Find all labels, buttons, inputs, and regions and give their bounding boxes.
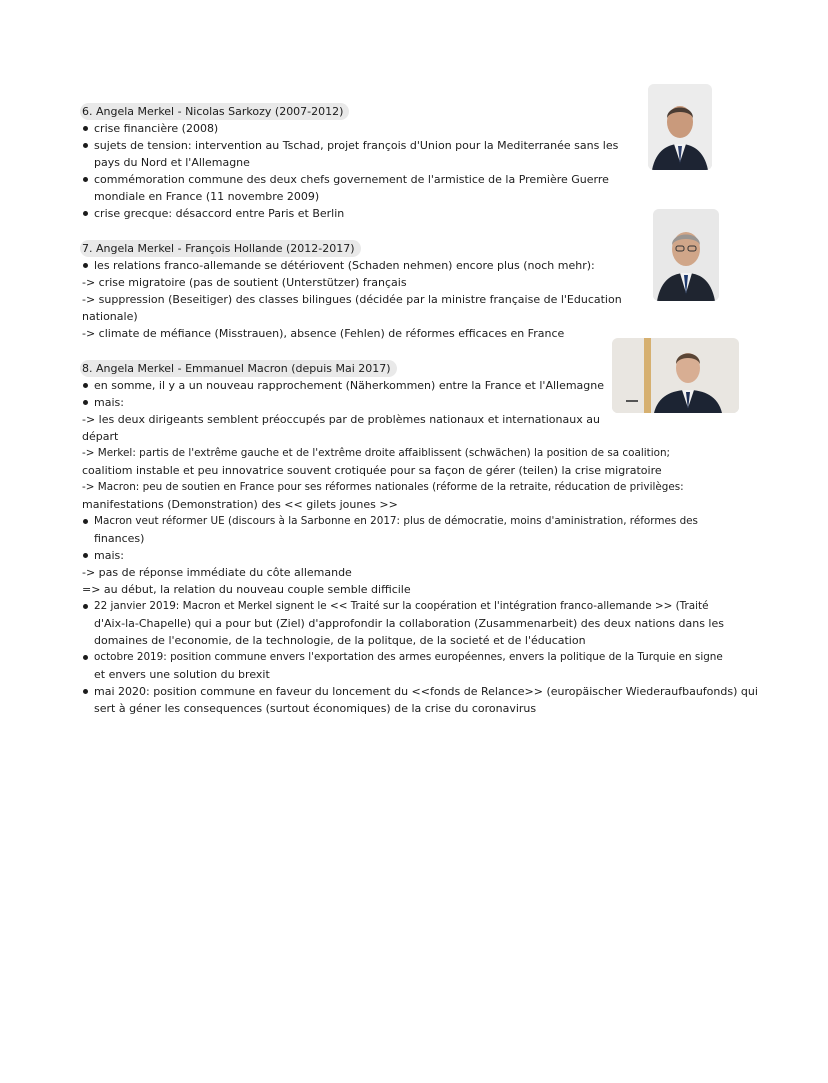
list-item-continuation: pays du Nord et l'Allemagne bbox=[94, 156, 250, 169]
list-item: mai 2020: position commune en faveur du loncement du <<fonds de Relance>> (europäischer Wiederaufbaufonds) qui bbox=[82, 683, 758, 700]
list-item-continuation: et envers une solution du brexit bbox=[94, 668, 270, 681]
list-item: 22 janvier 2019: Macron et Merkel signent le << Traité sur la coopération et l'intégration franco-allemande >> (Traité bbox=[82, 598, 758, 615]
list-item: en somme, il y a un nouveau rapprochement (Näherkommen) entre la France et l'Allemagne bbox=[82, 377, 758, 394]
list-item-continuation: d'Aix-la-Chapelle) qui a pour but (Ziel) d'approfondir la collaboration (Zusammenarbeit) des deux nations dans les bbox=[94, 617, 724, 630]
section-heading: 7. Angela Merkel - François Hollande (2012-2017) bbox=[80, 240, 361, 257]
list-item-continuation: mondiale en France (11 novembre 2009) bbox=[94, 190, 320, 203]
list-item: mais: bbox=[82, 547, 758, 564]
text-line: => au début, la relation du nouveau couple semble difficile bbox=[82, 583, 411, 596]
section-sarkozy bbox=[82, 100, 618, 222]
text-line: manifestations (Demonstration) des << gilets jounes >> bbox=[82, 498, 398, 511]
text-line: -> pas de réponse immédiate du côte allemande bbox=[82, 566, 352, 579]
text-line: -> les deux dirigeants semblent préoccupés par de problèmes nationaux et internationaux au bbox=[82, 413, 600, 426]
list-item: crise financière (2008) bbox=[82, 120, 618, 137]
list-item-continuation: sert à géner les consequences (surtout économiques) de la crise du coronavirus bbox=[94, 702, 537, 715]
section-hollande bbox=[82, 237, 622, 342]
list-item: Macron veut réformer UE (discours à la Sarbonne en 2017: plus de démocratie, moins d'aministration, réformes des bbox=[82, 513, 758, 530]
sarkozy-photo bbox=[648, 84, 712, 170]
hollande-photo bbox=[653, 209, 719, 301]
text-line: -> Macron: peu de soutien en France pour ses réformes nationales (réforme de la retraite, réducation de privilèges: bbox=[82, 481, 684, 493]
text-line: -> Merkel: partis de l'extrême gauche et de l'extrême droite affaiblissent (schwächen) la position de sa coalition; bbox=[82, 447, 671, 459]
list-item: octobre 2019: position commune envers l'exportation des armes européennes, envers la politique de la Turquie en signe bbox=[82, 649, 758, 666]
section-heading: 6. Angela Merkel - Nicolas Sarkozy (2007-2012) bbox=[80, 103, 349, 120]
list-item: mais: bbox=[82, 394, 758, 411]
list-item: crise grecque: désaccord entre Paris et Berlin bbox=[82, 205, 618, 222]
list-item: sujets de tension: intervention au Tschad, projet françois d'Union pour la Mediterranée sans les bbox=[82, 137, 618, 154]
portrait-image bbox=[653, 209, 719, 301]
portrait-image bbox=[648, 84, 712, 170]
list-item: commémoration commune des deux chefs governement de l'armistice de la Première Guerre bbox=[82, 171, 618, 188]
section-heading: 8. Angela Merkel - Emmanuel Macron (depuis Mai 2017) bbox=[80, 360, 397, 377]
text-line: -> suppression (Beseitiger) des classes bilingues (décidée par la ministre française de l'Education bbox=[82, 293, 622, 306]
portrait-image bbox=[612, 338, 739, 413]
text-line: départ bbox=[82, 430, 119, 443]
text-line: -> crise migratoire (pas de soutient (Unterstützer) français bbox=[82, 276, 407, 289]
list-item: les relations franco-allemande se détériovent (Schaden nehmen) encore plus (noch mehr): bbox=[82, 257, 622, 274]
macron-photo bbox=[612, 338, 739, 413]
text-line: coalitiom instable et peu innovatrice souvent crotiquée pour sa façon de gérer (teilen) la crise migratoire bbox=[82, 464, 662, 477]
text-line: nationale) bbox=[82, 310, 138, 323]
list-item-continuation: finances) bbox=[94, 532, 145, 545]
text-line: -> climate de méfiance (Misstrauen), absence (Fehlen) de réformes efficaces en France bbox=[82, 327, 565, 340]
list-item-continuation: domaines de l'economie, de la technologie, de la politque, de la societé et de l'éducation bbox=[94, 634, 586, 647]
